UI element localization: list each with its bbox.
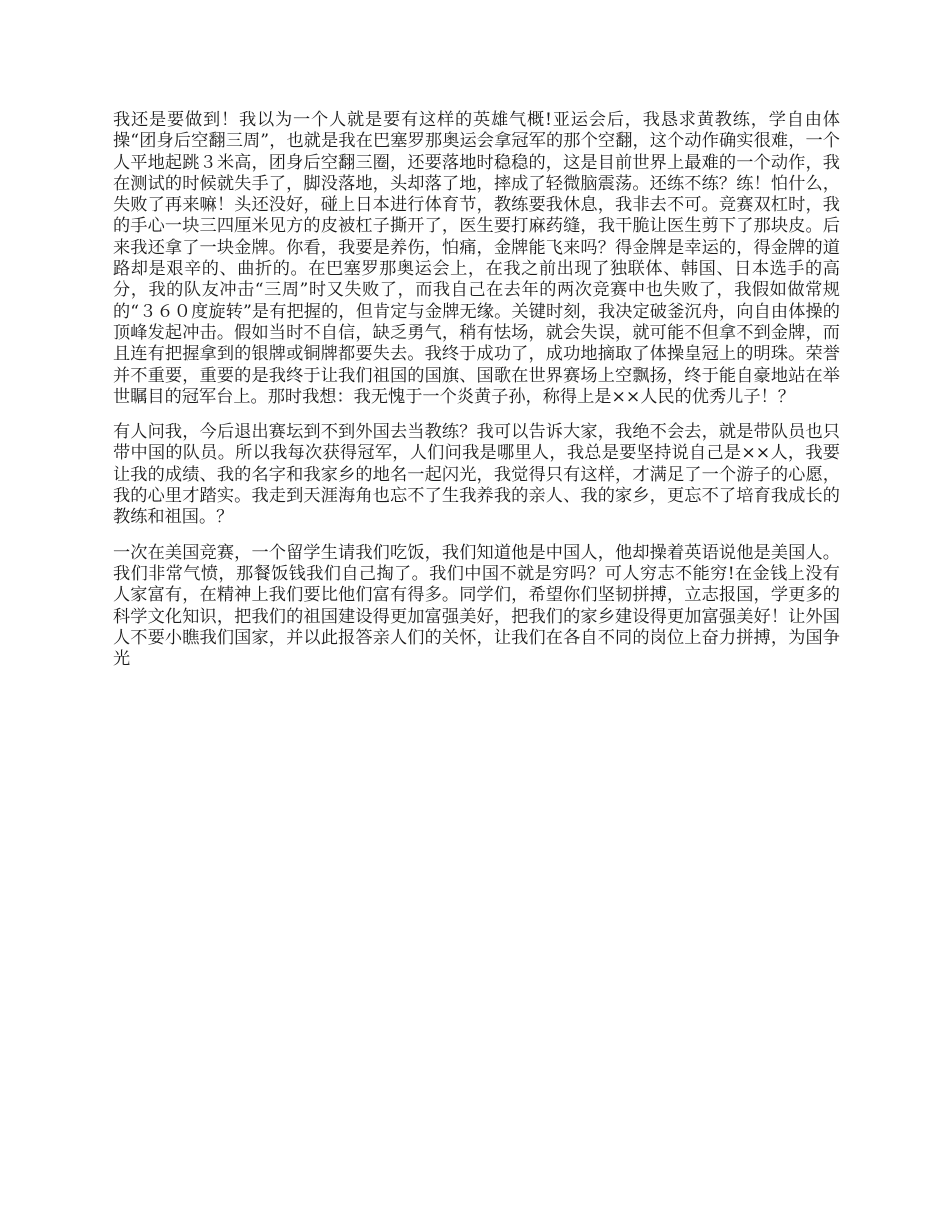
paragraph-3: 一次在美国竞赛，一个留学生请我们吃饭，我们知道他是中国人，他却操着英语说他是美国人。我们非常气愤，那餐饭钱我们自己掏了。我们中国不就是穷吗？可人穷志不能穷!在金钱上没有人家富有，在精神上我们要比他们富有得多。同学们，希望你们坚韧拼搏，立志报国，学更多的科学文化知识，把我们的祖国建设得更加富强美好，把我们的家乡建设得更加富强美好！让外国人不要小瞧我们国家，并以此报答亲人们的关怀，让我们在各自不同的岗位上奋力拼搏，为国争光 [113,542,840,670]
paragraph-2: 有人问我，今后退出赛坛到不到外国去当教练？我可以告诉大家，我绝不会去，就是带队员也只带中国的队员。所以我每次获得冠军，人们问我是哪里人，我总是要坚持说自己是××人，我要让我的成绩、我的名字和我家乡的地名一起闪光，我觉得只有这样，才满足了一个游子的心愿，我的心里才踏实。我走到天涯海角也忘不了生我养我的亲人、我的家乡，更忘不了培育我成长的教练和祖国。？ [113,422,840,528]
document-body [113,110,840,684]
paragraph-1: 我还是要做到！我以为一个人就是要有这样的英雄气概!亚运会后，我恳求黄教练，学自由体操“团身后空翻三周”，也就是我在巴塞罗那奥运会拿冠军的那个空翻，这个动作确实很难，一个人平地起跳３米高，团身后空翻三圈，还要落地时稳稳的，这是目前世界上最难的一个动作，我在测试的时候就失手了，脚没落地，头却落了地，摔成了轻微脑震荡。还练不练？练！怕什么，失败了再来嘛！头还没好，碰上日本进行体育节，教练要我休息，我非去不可。竞赛双杠时，我的手心一块三四厘米见方的皮被杠子撕开了，医生要打麻药缝，我干脆让医生剪下了那块皮。后来我还拿了一块金牌。你看，我要是养伤，怕痛，金牌能飞来吗？得金牌是幸运的，得金牌的道路却是艰辛的、曲折的。在巴塞罗那奥运会上，在我之前出现了独联体、韩国、日本选手的高分，我的队友冲击“三周”时又失败了，而我自己在去年的两次竞赛中也失败了，我假如做常规的“３６０度旋转”是有把握的，但肯定与金牌无缘。关键时刻，我决定破釜沉舟，向自由体操的顶峰发起冲击。假如当时不自信，缺乏勇气，稍有怯场，就会失误，就可能不但拿不到金牌，而且连有把握拿到的银牌或铜牌都要失去。我终于成功了，成功地摘取了体操皇冠上的明珠。荣誉并不重要，重要的是我终于让我们祖国的国旗、国歌在世界赛场上空飘扬，终于能自豪地站在举世瞩目的冠军台上。那时我想：我无愧于一个炎黄子孙，称得上是××人民的优秀儿子！？ [113,110,840,407]
